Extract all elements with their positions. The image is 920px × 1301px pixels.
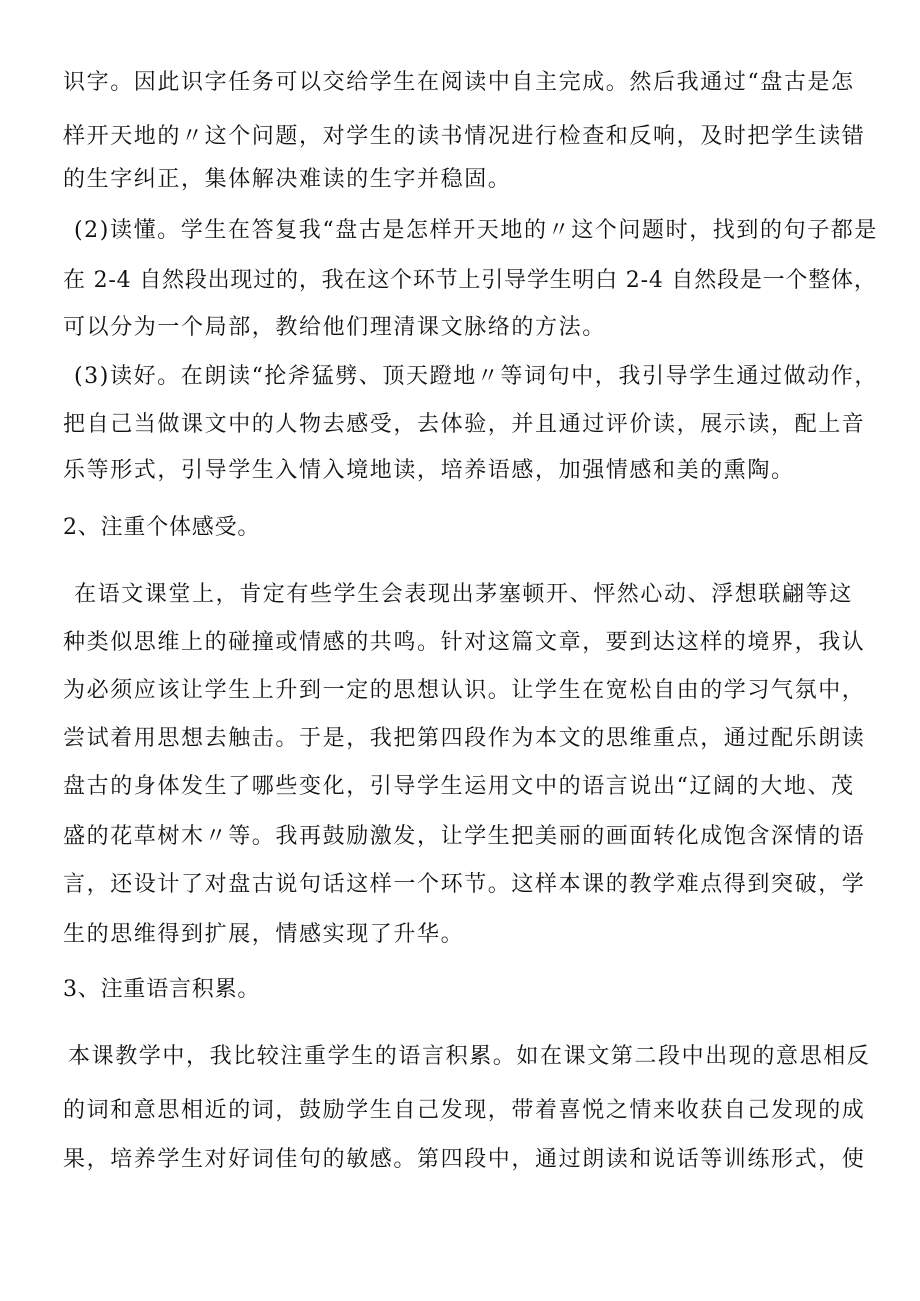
- paragraph-line: 的生字纠正，集体解决难读的生字并稳固。: [63, 167, 512, 192]
- paragraph-line: 在语文课堂上，肯定有些学生会表现出茅塞顿开、怦然心动、浮想联翩等这: [74, 582, 853, 607]
- paragraph-line: 种类似思维上的碰撞或情感的共鸣。针对这篇文章，要到达这样的境界，我认: [63, 630, 866, 655]
- paragraph-line: 在 2-4 自然段出现过的，我在这个环节上引导学生明白 2-4 自然段是一个整体，: [63, 268, 877, 293]
- paragraph-line: 乐等形式，引导学生入情入境地读，培养语感，加强情感和美的熏陶。: [63, 458, 795, 483]
- paragraph-line: 果，培养学生对好词佳句的敏感。第四段中，通过朗读和说话等训练形式，使: [63, 1147, 866, 1172]
- paragraph-line: 样开天地的〃这个问题，对学生的读书情况进行检查和反响，及时把学生读错: [63, 124, 866, 149]
- paragraph-line: 尝试着用思想去触击。于是，我把第四段作为本文的思维重点，通过配乐朗读: [63, 726, 866, 751]
- paragraph-line: (2)读懂。学生在答复我“盘古是怎样开天地的〃这个问题时，找到的句子都是: [74, 218, 879, 243]
- paragraph-line: 可以分为一个局部，教给他们理清课文脉络的方法。: [63, 315, 606, 340]
- paragraph-line: 言，还设计了对盘古说句话这样一个环节。这样本课的教学难点得到突破，学: [63, 872, 866, 897]
- paragraph-line: 盘古的身体发生了哪些变化，引导学生运用文中的语言说出“辽阔的大地、茂: [63, 774, 855, 799]
- paragraph-line: (3)读好。在朗读“抡斧猛劈、顶天蹬地〃等词句中，我引导学生通过做动作，: [74, 364, 879, 389]
- paragraph-line: 盛的花草树木〃等。我再鼓励激发，让学生把美丽的画面转化成饱含深情的语: [63, 824, 866, 849]
- paragraph-line: 的词和意思相近的词，鼓励学生自己发现，带着喜悦之情来收获自己发现的成: [63, 1098, 866, 1123]
- paragraph-line: 生的思维得到扩展，情感实现了升华。: [63, 922, 465, 947]
- paragraph-line: 识字。因此识字任务可以交给学生在阅读中自主完成。然后我通过“盘古是怎: [63, 70, 855, 95]
- section-heading: 3、注重语言积累。: [63, 977, 261, 1002]
- section-heading: 2、注重个体感受。: [63, 515, 261, 540]
- paragraph-line: 本课教学中，我比较注重学生的语言积累。如在课文第二段中出现的意思相反: [68, 1044, 871, 1069]
- paragraph-line: 为必须应该让学生上升到一定的思想认识。让学生在宽松自由的学习气氛中，: [63, 678, 866, 703]
- paragraph-line: 把自己当做课文中的人物去感受，去体验，并且通过评价读，展示读，配上音: [63, 412, 866, 437]
